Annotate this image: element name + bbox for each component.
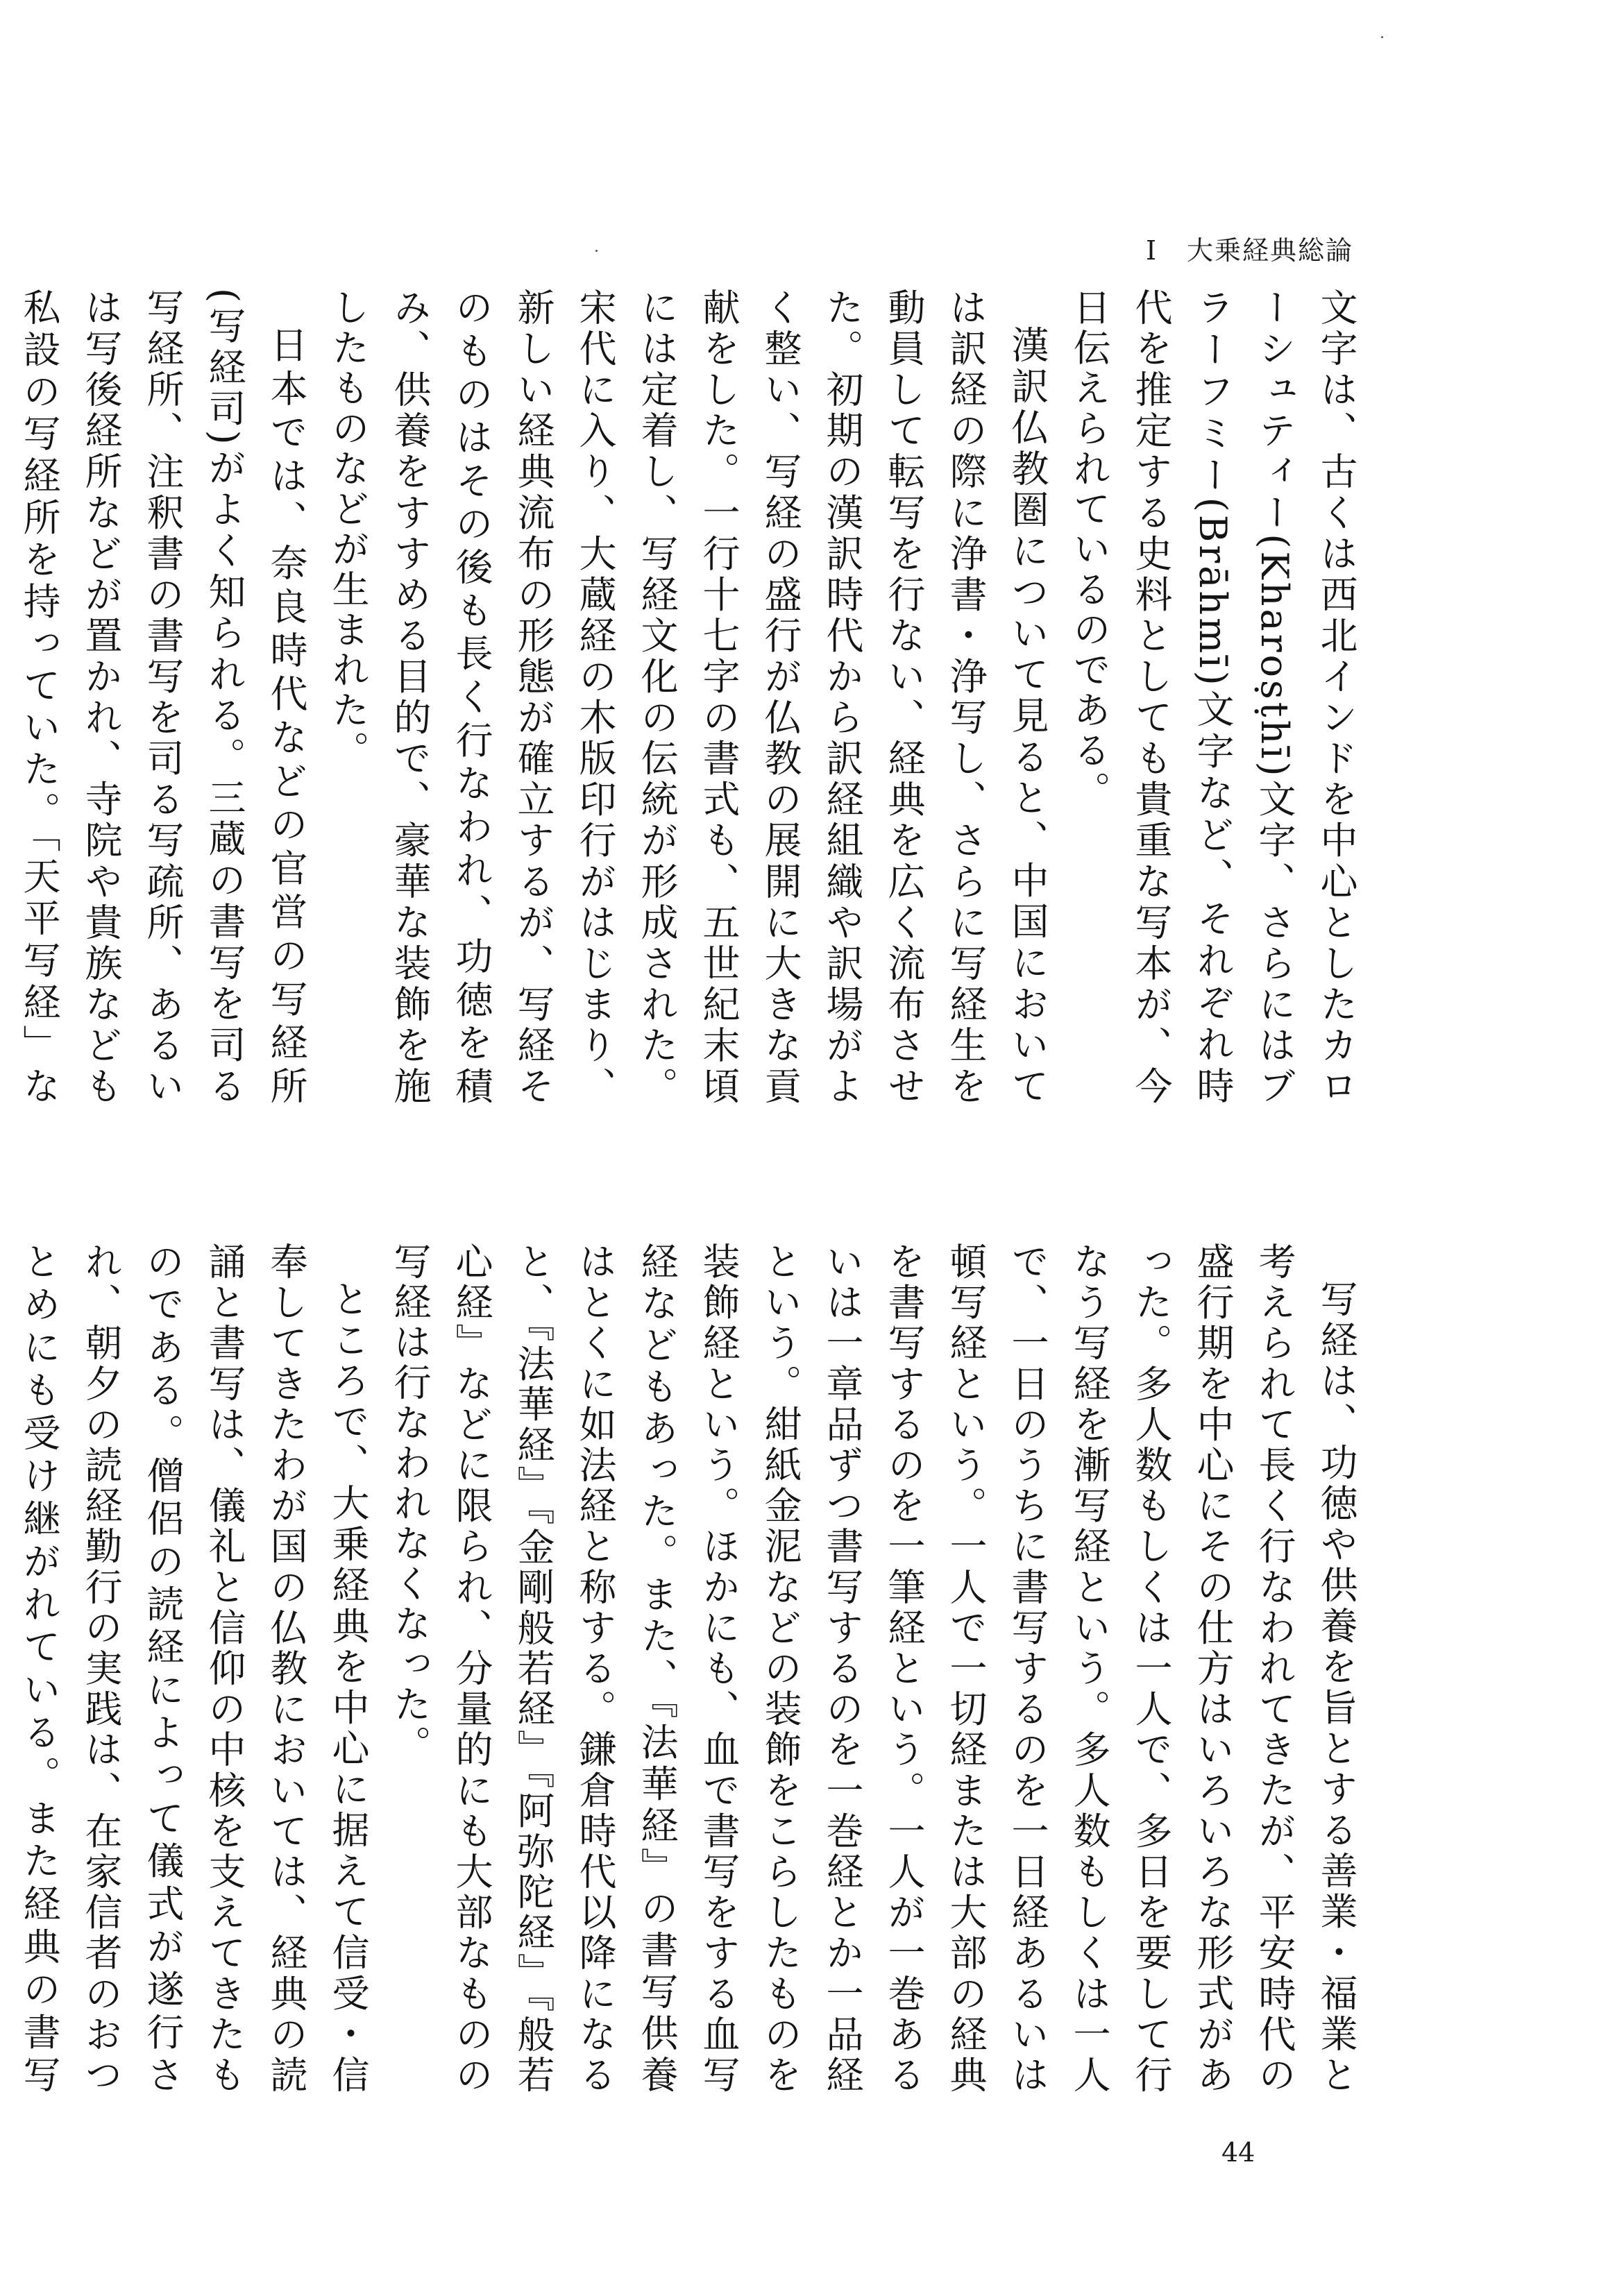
- lower-text-block: [17, 1242, 1367, 2096]
- paragraph: 漢訳仏教圏について見ると、中国においては訳経の際に浄書・浄写し、さらに写経生を動員して転写を行ない、経典を広く流布させた。初期の漢訳時代から訳経組織や訳場がよく整い、写経の盛行が仏教の展開に大きな貢献をした。一行十七字の書式も、五世紀末頃には定着し、写経文化の伝統が形成された。宋代に入り、大蔵経の木版印行がはじまり、新しい経典流布の形態が確立するが、写経そのものはその後も長く行なわれ、功徳を積み、供養をすすめる目的で、豪華な装飾を施したものなどが生まれた。: [326, 288, 1049, 1107]
- scan-speck: [1381, 36, 1383, 38]
- chapter-title: 大乗経典総論: [1186, 235, 1353, 266]
- paragraph: 日本では、奈良時代などの官営の写経所(写経司)がよく知られる。三蔵の書写を司る写経所、注釈書の書写を司る写疏所、あるいは写後経所などが置かれ、寺院や貴族なども私設の写経所を持っていた。「天平写経」な: [17, 288, 308, 1107]
- paragraph: 写経は、功徳や供養を旨とする善業・福業と考えられて長く行なわれてきたが、平安時代の盛行期を中心にその仕方はいろいろな形式があった。多人数もしくは一人で、多日を要して行なう写経を漸写経という。多人数もしくは一人で、一日のうちに書写するのを一日経あるいは頓写経という。一人で一切経または大部の経典を書写するのを一筆経という。一人が一巻あるいは一章品ずつ書写するのを一巻経とか一品経という。紺紙金泥などの装飾をこらしたものを装飾経という。ほかにも、血で書写をする血写経などもあった。また、『法華経』の書写供養はとくに如法経と称する。鎌倉時代以降になると、『法華経』『金剛般若経』『阿弥陀経』『般若心経』などに限られ、分量的にも大部なものの写経は行なわれなくなった。: [388, 1242, 1358, 2096]
- paragraph: ところで、大乗経典を中心に据えて信受・信奉してきたわが国の仏教においては、経典の読誦と書写は、儀礼と信仰の中核を支えてきたものである。僧侶の読経によって儀式が遂行され、朝夕の読経勤行の実践は、在家信者のおつとめにも受け継がれている。また経典の書写: [17, 1242, 370, 2095]
- paragraph: 文字は、古くは西北インドを中心としたカローシュティー(Kharoṣṭhī)文字、さらにはブラーフミー(Brāhmī)文字など、それぞれ時代を推定する史料としても貴重な写本が、今日伝えられているのである。: [1067, 288, 1358, 1107]
- scan-speck: [595, 250, 598, 252]
- section-number: I: [1145, 235, 1158, 266]
- upper-text-block: [17, 288, 1367, 1107]
- page-number: 44: [1221, 2137, 1255, 2168]
- running-head: [1146, 229, 1353, 267]
